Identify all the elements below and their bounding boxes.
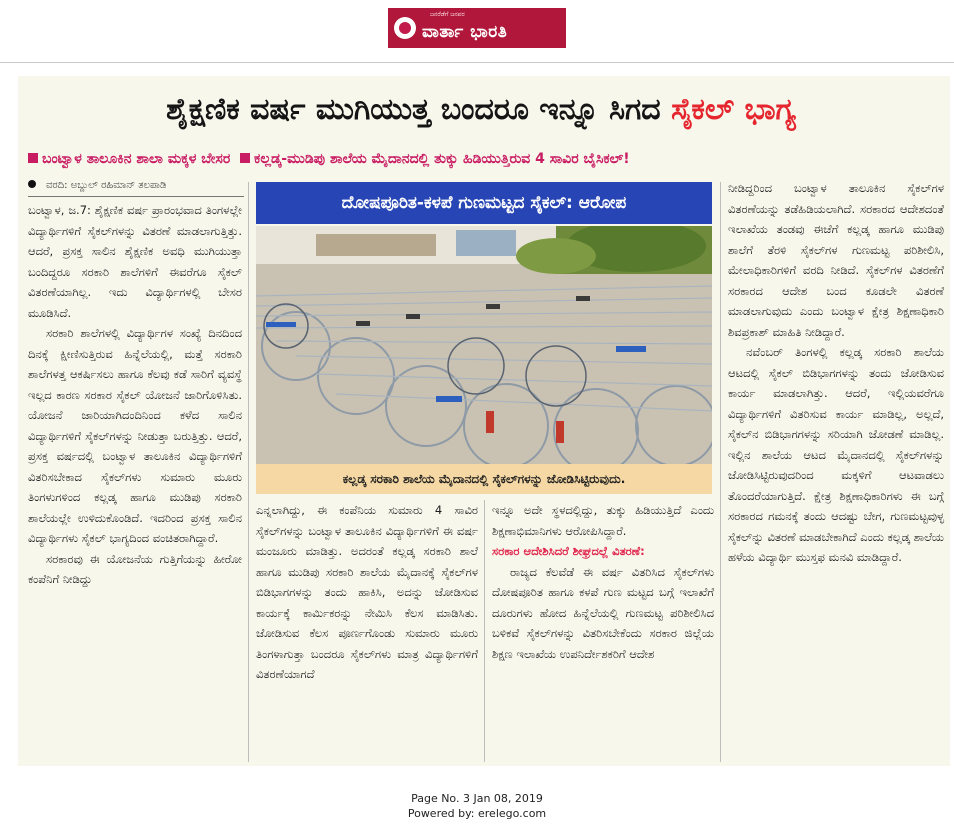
article-column-3: [492, 500, 714, 664]
page-info: Page No. 3 Jan 08, 2019: [411, 792, 543, 805]
byline: [28, 180, 242, 191]
square-bullet-icon: [28, 153, 38, 163]
bullet-dot-icon: [28, 180, 36, 188]
headline-highlight: ಸೈಕಲ್ ಭಾಗ್ಯ: [671, 92, 796, 127]
column-divider: [720, 182, 721, 762]
subdeck: [28, 146, 948, 172]
photo-caption: ಕಲ್ಲಡ್ಕ ಸರಕಾರಿ ಶಾಲೆಯ ಮೈದಾನದಲ್ಲಿ ಸೈಕಲ್‌ಗಳನ್ನು ಜೋಡಿಸಿಟ್ಟಿರುವುದು.: [256, 464, 712, 494]
square-bullet-icon: [240, 153, 250, 163]
column4-paragraph: ನವೆಂಬರ್ ತಿಂಗಳಲ್ಲಿ ಕಲ್ಲಡ್ಕ ಸರಕಾರಿ ಶಾಲೆಯ ಆಟದಲ್ಲಿ ಸೈಕಲ್ ಬಿಡಿಭಾಗಗಳನ್ನು ತಂದು ಜೋಡಿಸುವ ಕಾರ್ಯ ಮಾಡಲಾಗಿತ್ತು. ಆದರೆ, ಇಲ್ಲಿಯವರೆಗೂ ವಿದ್ಯಾರ್ಥಿಗಳಿಗೆ ವಿತರಿಸುವ ಕಾರ್ಯ ಮಾಡಿಲ್ಲ, ಅಲ್ಲದೆ, ಸೈಕಲ್‌ನ ಬಿಡಿಭಾಗಗಳನ್ನು ಸರಿಯಾಗಿ ಜೋಡಣೆ ಮಾಡಿಲ್ಲ. ಇಲ್ಲಿನ ಶಾಲೆಯ ಆಟದ ಮೈದಾನದಲ್ಲಿ ಸೈಕಲ್‌ಗಳನ್ನು ಜೋಡಿಸಿಟ್ಟಿರುವುದರಿಂದ ಮಕ್ಕಳಿಗೆ ಆಟವಾಡಲು ತೊಂದರೆಯಾಗುತ್ತಿದೆ. ಕ್ಷೇತ್ರ ಶಿಕ್ಷಣಾಧಿಕಾರಿಗಳು ಈ ಬಗ್ಗೆ ಸರಕಾರದ ಗಮನಕ್ಕೆ ತಂದು ಆದಷ್ಟು ಬೇಗ, ಗುಣಮಟ್ಟವುಳ್ಳ ಸೈಕಲ್‌ನ್ನು ವಿತರಣೆ ಮಾಡಬೇಕಾಗಿದೆ ಎಂದು ಕಲ್ಲಡ್ಕ ಶಾಲೆಯ ಹಳೆಯ ವಿದ್ಯಾರ್ಥಿ ಮುಸ್ತಫ ಮನವಿ ಮಾಡಿದ್ದಾರೆ.: [728, 345, 944, 564]
column3-subhead: ಸರಕಾರ ಆದೇಶಿಸಿದರೆ ಶೀಘ್ರದಲ್ಲೆ ವಿತರಣೆ:: [492, 544, 645, 558]
column-divider: [248, 182, 249, 762]
column3-paragraph: ರಾಜ್ಯದ ಕೆಲವೆಡೆ ಈ ವರ್ಷ ವಿತರಿಸಿದ ಸೈಕಲ್‌ಗಳು ದೋಷಪೂರಿತ ಹಾಗೂ ಕಳಪೆ ಗುಣ ಮಟ್ಟದ ಬಗ್ಗೆ ಇಲಾಖೆಗೆ ದೂರುಗಳು ಹೋದ ಹಿನ್ನೆಲೆಯಲ್ಲಿ ಗುಣಮಟ್ಟ ಪರಿಶೀಲಿಸಿದ ಬಳಿಕವೆ ಸೈಕಲ್‌ಗಳನ್ನು ವಿತರಿಸಬೇಕೆಂದು ಸರಕಾರ ಜಿಲ್ಲೆಯ ಶಿಕ್ಷಣ ಇಲಾಖೆಯ ಉಪನಿರ್ದೇಶಕರಿಗೆ ಆದೇಶ: [492, 564, 714, 661]
subdeck-right: ಕಲ್ಲಡ್ಕ-ಮುಡಿಪು ಶಾಲೆಯ ಮೈದಾನದಲ್ಲಿ ತುಕ್ಕು ಹಿಡಿಯುತ್ತಿರುವ 4 ಸಾವಿರ ಬೈಸಿಕಲ್!: [254, 151, 630, 167]
bicycles-illustration: [256, 226, 712, 464]
article-column-4: [728, 178, 944, 568]
column-divider: [484, 500, 485, 762]
masthead-logo: [388, 8, 566, 48]
column1-paragraph: ಸರಕಾರವು ಈ ಯೋಜನೆಯ ಗುತ್ತಿಗೆಯನ್ನು ಹೀರೋ ಕಂಪೆನಿಗೆ ನೀಡಿದ್ದು: [28, 551, 242, 586]
column2-paragraph: ಎನ್ನಲಾಗಿದ್ದು, ಈ ಕಂಪೆನಿಯ ಸುಮಾರು 4 ಸಾವಿರ ಸೈಕಲ್‌ಗಳನ್ನು ಬಂಟ್ವಾಳ ತಾಲೂಕಿನ ವಿದ್ಯಾರ್ಥಿಗಳಿಗೆ ಈ ವರ್ಷ ಮಂಜೂರು ಮಾಡಿತ್ತು. ಅದರಂತೆ ಕಲ್ಲಡ್ಕ ಸರಕಾರಿ ಶಾಲೆ ಹಾಗೂ ಮುಡಿಪು ಸರಕಾರಿ ಶಾಲೆಯ ಮೈದಾನಕ್ಕೆ ಸೈಕಲ್‌ಗಳ ಬಿಡಿಭಾಗಗಳನ್ನು ತಂದು ಹಾಕಿಸಿ, ಅದನ್ನು ಜೋಡಿಸುವ ಕಾರ್ಯಕ್ಕೆ ಕಾರ್ಮಿಕರನ್ನು ನೇಮಿಸಿ ಕೆಲಸ ಮಾಡಿಸಿತು. ಜೋಡಿಸುವ ಕೆಲಸ ಪೂರ್ಣಗೊಂಡು ಸುಮಾರು ಮೂರು ತಿಂಗಳಾಗುತ್ತಾ ಬಂದರೂ ಸೈಕಲ್‌ಗಳು ಮಾತ್ರ ವಿದ್ಯಾರ್ಥಿಗಳಿಗೆ ವಿತರಣೆಯಾಗದೆ: [256, 503, 478, 681]
article-column-1: [28, 200, 242, 590]
logo-emblem-icon: [394, 17, 416, 39]
bicycles-photo: [256, 226, 712, 464]
header-divider: [0, 62, 954, 63]
headline: [22, 80, 940, 140]
column1-paragraph: ಸರಕಾರಿ ಶಾಲೆಗಳಲ್ಲಿ ವಿದ್ಯಾರ್ಥಿಗಳ ಸಂಖ್ಯೆ ದಿನದಿಂದ ದಿನಕ್ಕೆ ಕ್ಷೀಣಿಸುತ್ತಿರುವ ಹಿನ್ನೆಲೆಯಲ್ಲಿ, ಮತ್ತೆ ಸರಕಾರಿ ಶಾಲೆಗಳತ್ತ ಆಕರ್ಷಿಸಲು ಹಾಗೂ ಕೆಲವು ಕಡೆ ಸಾರಿಗೆ ವ್ಯವಸ್ಥೆ ಇಲ್ಲದ ಕಾರಣ ಸರಕಾರ ಸೈಕಲ್ ಯೋಜನೆ ಜಾರಿಗೊಳಿಸಿತು. ಯೋಜನೆ ಜಾರಿಯಾಗಿದಂದಿನಿಂದ ಕಳೆದ ಸಾಲಿನ ವಿದ್ಯಾರ್ಥಿಗಳಿಗೆ ಸೈಕಲ್‌ಗಳನ್ನು ನೀಡುತ್ತಾ ಬರುತ್ತಿತ್ತು. ಆದರೆ, ಪ್ರಸಕ್ತ ವರ್ಷದಲ್ಲಿ ಬಂಟ್ವಾಳ ತಾಲೂಕಿನ ವಿದ್ಯಾರ್ಥಿಗಳಿಗೆ ವಿತರಿಸಬೇಕಾದ ಸೈಕಲ್‌ಗಳು ಸುಮಾರು ಮೂರು ತಿಂಗಳುಗಳಿಂದ ಕಲ್ಲಡ್ಕ ಹಾಗೂ ಮುಡಿಪು ಸರಕಾರಿ ಶಾಲೆಯಲ್ಲೇ ಉಳಿದುಕೊಂಡಿದೆ. ಇದರಿಂದ ಪ್ರಸಕ್ತ ಸಾಲಿನ ವಿದ್ಯಾರ್ಥಿಗಳು ಸೈಕಲ್ ಭಾಗ್ಯದಿಂದ ವಂಚಿತರಾಗಿದ್ದಾರೆ.: [28, 326, 242, 545]
byline-text: ವರದಿ: ಅಬ್ದುಲ್ ರಹಿಮಾನ್ ತಲಪಾಡಿ: [46, 180, 167, 191]
column4-paragraph: ನೀಡಿದ್ದರಿಂದ ಬಂಟ್ವಾಳ ತಾಲೂಕಿನ ಸೈಕಲ್‌ಗಳ ವಿತರಣೆಯನ್ನು ತಡೆಹಿಡಿಯಲಾಗಿದೆ. ಸರಕಾರದ ಆದೇಶದಂತೆ ಇಲಾಖೆಯ ತಂಡವು ಈಚೆಗೆ ಕಲ್ಲಡ್ಕ ಹಾಗೂ ಮುಡಿಪು ಶಾಲೆಗೆ ತೆರಳಿ ಸೈಕಲ್‌ಗಳ ಗುಣಮಟ್ಟ ಪರಿಶೀಲಿಸಿ, ಮೇಲಾಧಿಕಾರಿಗಳಿಗೆ ವರದಿ ನೀಡಿದೆ. ಸೈಕಲ್‌ಗಳ ವಿತರಣೆಗೆ ಸರಕಾರದ ಆದೇಶ ಬಂದ ಕೂಡಲೇ ವಿತರಣೆ ಮಾಡಲಾಗುವುದು ಎಂದು ಬಂಟ್ವಾಳ ಕ್ಷೇತ್ರ ಶಿಕ್ಷಣಾಧಿಕಾರಿ ಶಿವಪ್ರಕಾಶ್ ಮಾಹಿತಿ ನೀಡಿದ್ದಾರೆ.: [728, 181, 944, 339]
column1-paragraph: ಬಂಟ್ವಾಳ, ಜ.7: ಶೈಕ್ಷಣಿಕ ವರ್ಷ ಪ್ರಾರಂಭವಾದ ತಿಂಗಳಲ್ಲೇ ವಿದ್ಯಾರ್ಥಿಗಳಿಗೆ ಸೈಕಲ್‌ಗಳನ್ನು ವಿತರಣೆ ಮಾಡಲಾಗುತ್ತಿತ್ತು. ಆದರೆ, ಪ್ರಸಕ್ತ ಸಾಲಿನ ಶೈಕ್ಷಣಿಕ ಅವಧಿ ಮುಗಿಯುತ್ತಾ ಬಂದಿದ್ದರೂ ಸರಕಾರಿ ಶಾಲೆಗಳಿಗೆ ಈವರೆಗೂ ಸೈಕಲ್ ವಿತರಣೆಯಾಗಿಲ್ಲ. ಇದು ವಿದ್ಯಾರ್ಥಿಗಳಲ್ಲಿ ಬೇಸರ ಮೂಡಿಸಿದೆ.: [28, 203, 242, 320]
byline-divider: [28, 196, 244, 197]
subdeck-left: ಬಂಟ್ವಾಳ ತಾಲೂಕಿನ ಶಾಲಾ ಮಕ್ಕಳ ಬೇಸರ: [42, 151, 231, 167]
powered-by: Powered by: erelego.com: [407, 807, 547, 820]
masthead-name: ವಾರ್ತಾ ಭಾರತಿ: [422, 22, 508, 42]
masthead-tagline: ಜನರೆಡೆಗೆ ಜನಪರ: [430, 11, 465, 18]
photo-heading: ದೋಷಪೂರಿತ-ಕಳಪೆ ಗುಣಮಟ್ಟದ ಸೈಕಲ್: ಆರೋಪ: [256, 182, 712, 224]
headline-main: ಶೈಕ್ಷಣಿಕ ವರ್ಷ ಮುಗಿಯುತ್ತ ಬಂದರೂ ಇನ್ನೂ ಸಿಗದ: [166, 92, 661, 127]
column3-paragraph: ಇನ್ನೂ ಅದೇ ಸ್ಥಳದಲ್ಲಿದ್ದು, ತುಕ್ಕು ಹಿಡಿಯುತ್ತಿದೆ ಎಂದು ಶಿಕ್ಷಣಾಭಿಮಾನಿಗಳು ಆರೋಪಿಸಿದ್ದಾರೆ.: [492, 503, 714, 538]
article-column-2: [256, 500, 478, 685]
